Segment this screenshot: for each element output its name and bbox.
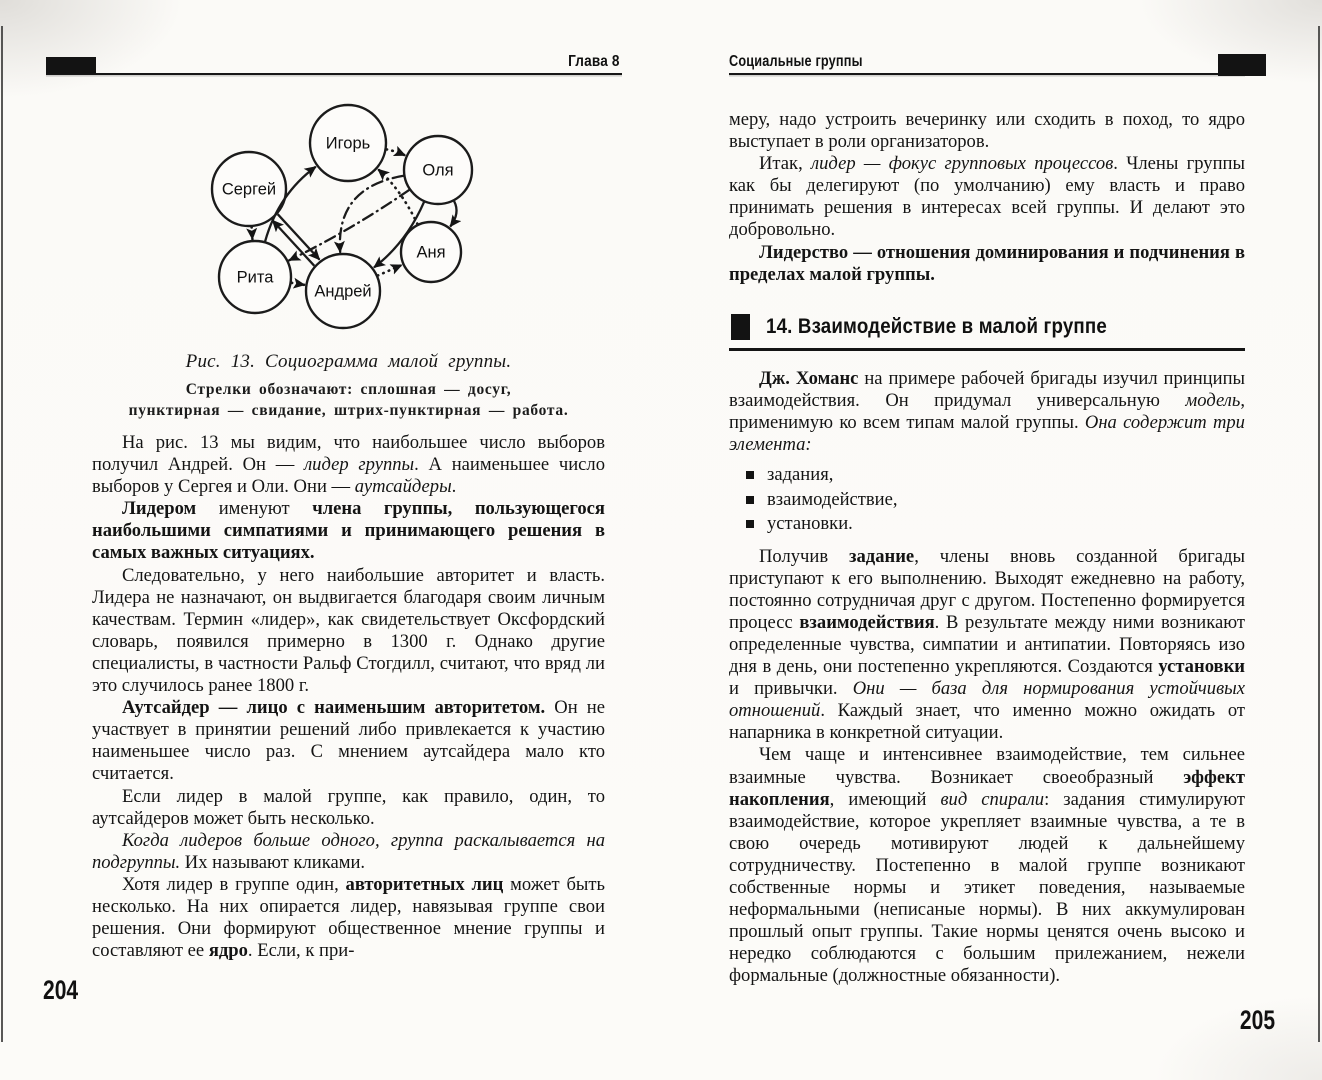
paragraphs-intro [729, 368, 1245, 456]
sociogram-edge-olya-anya-solid [450, 201, 456, 226]
text-run: На рис. 13 мы видим, что наибольшее число выборов получил Андрей. Он — [92, 432, 605, 476]
paragraph [92, 786, 605, 830]
sociogram-edge-rita-andrey-dotted [292, 283, 305, 285]
text-run: Он не участвует в принятии решений либо привлекается к участию наименьшее число раз. С мнением аутсайдера мало кто считается. [92, 697, 605, 785]
page-number-right: 205 [1239, 1005, 1275, 1035]
figure-caption-note-line2: пунктирная — свидание, штрих-пунктирная — работа. [128, 402, 569, 419]
bullet-label: установки. [767, 513, 853, 535]
text-run: Лидером [122, 498, 197, 520]
text-run: Чем чаще и интенсивнее взаимодействие, тем сильнее взаимные чувства. Возникает своеобразный [729, 744, 1245, 788]
paragraph [92, 432, 605, 498]
paragraphs-before-heading [729, 109, 1245, 286]
text-run: . А наименьшее число выборов у Сергея и Оли. Они — [92, 454, 605, 498]
paragraph [92, 565, 605, 698]
sociogram-edge-andrey-anya-dotted [378, 265, 402, 276]
paragraph [729, 368, 1245, 456]
chapter-label: Глава 8 [568, 53, 620, 70]
sociogram-node-label-igor: Игорь [325, 134, 371, 153]
text-run: ядро [208, 940, 248, 962]
text-run: Когда лидеров больше одного, группа раскалывается на подгруппы. [92, 829, 605, 873]
paragraph [729, 109, 1245, 153]
text-run: : задания стимулируют взаимодействие, которое укрепляет взаимные чувства, а те в свою очередь мотивируют людей к дальнейшему сотрудничеству. Постепенно в малой группе возникают собственные нормы и этикет поведения, называемые неформальными (неписаные нормы). В них аккумулирован прошлый опыт группы. Такие нормы ценятся очень высоко и нередко соблюдаются с большим прилежанием, нежели формальные (должностные обязанности). [729, 788, 1245, 987]
figure-caption [92, 351, 605, 421]
paragraph [729, 242, 1245, 286]
text-run: на примере рабочей бригады изучил принципы взаимодействия. Он придумал универсальную [729, 367, 1246, 411]
text-run: . В результате между ними возникают определенные чувства, симпатии и антипатии. Повторяясь изо дня в день, они постепенно укрепляются. Создаются [729, 611, 1245, 678]
section-square-icon [731, 314, 750, 340]
body-text-right [729, 109, 1245, 988]
section-heading [729, 313, 1245, 351]
paragraph [729, 744, 1245, 987]
text-run: модель [1185, 389, 1241, 411]
text-run: Аутсайдер — лицо с наименьшим авторитетом. [122, 697, 546, 719]
sociogram-edge-sergey-andrey-solid [278, 214, 320, 259]
text-run: Их называют кликами. [180, 851, 366, 873]
text-run: Хотя лидер в группе один, [122, 873, 346, 895]
paragraph [92, 830, 605, 874]
running-header-right [729, 54, 1245, 75]
text-run: лидер группы [304, 454, 415, 476]
header-rule [46, 73, 622, 75]
text-run: члена группы, пользующегося наибольшими симпатиями и принимающего решения в самых важных ситуациях. [92, 498, 605, 564]
text-run: вид спирали [940, 788, 1045, 810]
text-run: задание [849, 545, 915, 567]
paragraphs-after-bullets [729, 546, 1245, 988]
figure-caption-note-line1: Стрелки обозначают: сплошная — досуг, [185, 381, 512, 398]
sociogram-node-label-anya: Аня [416, 243, 446, 262]
sociogram-edge-igor-olya-dotted [387, 149, 406, 155]
header-black-block [46, 57, 96, 74]
text-run: Следовательно, у него наибольшие авторитет и власть. Лидера не назначают, он выдвигается благодаря своим личным качествам. Термин «лидер», как свидетельствует Оксфордский словарь, появился примерно в 1300 г. Однако другие специалисты, в частности Ральф Стогдилл, считают, что вряд ли это случилось ранее 1800 г. [92, 564, 605, 697]
text-run: Если лидер в малой группе, как правило, один, то аутсайдеров может быть несколько. [92, 785, 605, 829]
paragraph [92, 498, 605, 564]
text-run: . Каждый знает, что именно можно ожидать от напарника в конкретной ситуации. [729, 700, 1245, 744]
sociogram-figure [140, 95, 540, 350]
text-run: и привычки. [729, 678, 853, 700]
bullet-item [744, 488, 1245, 513]
paragraph [729, 153, 1245, 241]
bullet-square-icon [746, 520, 754, 528]
text-run: лидер — фокус групповых процессов [811, 153, 1114, 175]
text-run: авторитетных лиц [345, 873, 504, 895]
bullet-square-icon [746, 496, 754, 504]
page-right [729, 53, 1275, 1035]
sociogram-edge-olya-rita-dashdot [289, 190, 409, 260]
bullet-label: задания, [767, 464, 834, 486]
scan-edge-right [1318, 26, 1320, 1042]
text-run: Дж. Хоманс [759, 367, 859, 389]
running-header-left [46, 54, 622, 75]
text-run: аутсайдеры [354, 476, 452, 498]
text-run: именуют [196, 498, 313, 520]
text-run: может быть несколько. На них опирается лидер, навязывая группе свои решения. Они формируют общественное мнение группы и составляют ее [92, 873, 606, 962]
text-run: , применимую ко всем типам малой группы. [729, 389, 1245, 433]
text-run: Получив [759, 545, 850, 567]
bullet-item [744, 463, 1245, 488]
paragraph [729, 546, 1245, 745]
bullet-square-icon [746, 471, 754, 479]
figure-caption-title: Рис. 13. Социограмма малой группы. [185, 351, 512, 372]
text-run: . Если, к при- [247, 940, 355, 962]
text-run: , члены вновь созданной бригады приступают к его выполнению. Выходят ежедневно на работу, постоянно сотрудничая друг с другом. Постепенно формируется процесс [729, 545, 1245, 633]
bullet-label: взаимодействие, [767, 488, 898, 510]
text-run: , имеющий [829, 788, 941, 810]
paragraph [92, 874, 605, 962]
text-run: Лидерство — отношения доминирования и подчинения в пределах малой группы. [729, 241, 1245, 285]
text-run: установки [1158, 656, 1245, 678]
sociogram-node-label-olya: Оля [422, 161, 454, 180]
sociogram-node-label-rita: Рита [236, 268, 274, 287]
text-run: . [451, 476, 457, 498]
text-run: . Члены группы как бы делегируют (по умолчанию) ему власть и право принимать решения в интересах всей группы. И делают это добровольно. [729, 153, 1245, 241]
text-run: Она содержит три элемента: [729, 411, 1245, 456]
text-run: эффект накопления [729, 766, 1245, 810]
sociogram-node-label-andrey: Андрей [314, 282, 372, 301]
sociogram-edge-sergey-rita-dotted [252, 227, 253, 239]
header-rule [729, 73, 1245, 75]
section-label: Социальные группы [729, 53, 863, 70]
text-run: Они — база для нормирования устойчивых отношений [729, 678, 1245, 722]
bullet-item [744, 512, 1245, 537]
page-left [43, 53, 622, 1005]
text-run: взаимодействия [799, 611, 935, 633]
scan-edge-left [1, 26, 3, 1042]
sociogram-node-label-sergey: Сергей [221, 180, 277, 199]
page-number-left: 204 [43, 975, 79, 1005]
bullet-list [729, 463, 1245, 537]
text-run: меру, надо устроить вечеринку или сходить в поход, то ядро выступает в роли организаторов. [729, 109, 1245, 153]
paragraph [92, 697, 605, 785]
section-heading-title: 14. Взаимодействие в малой группе [766, 313, 1107, 338]
text-run: Итак, [759, 153, 812, 175]
body-text-left [92, 432, 605, 962]
header-black-block [1218, 54, 1266, 76]
